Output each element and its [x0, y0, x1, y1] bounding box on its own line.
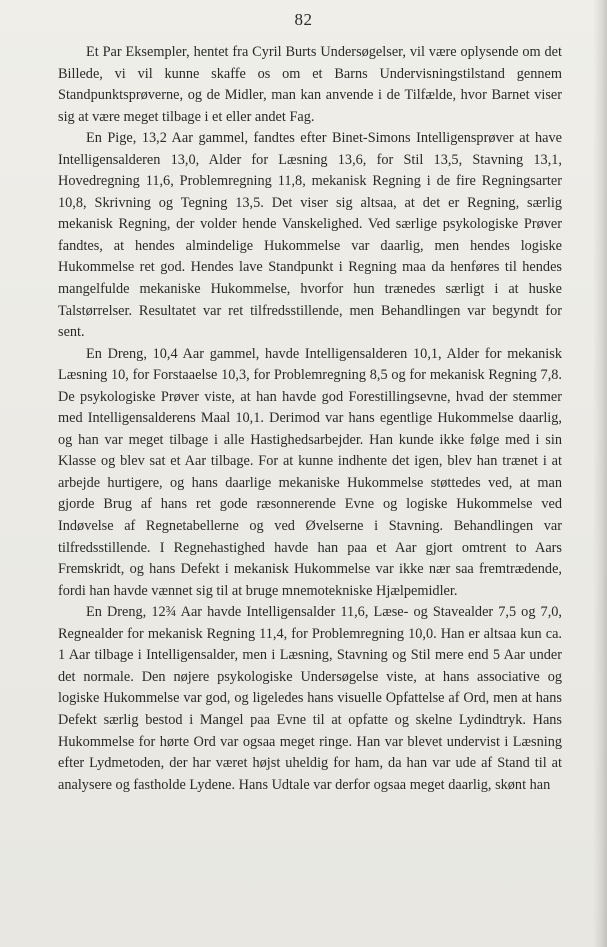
page-edge-shadow: [593, 0, 607, 947]
paragraph-example-boy-2: En Dreng, 12¾ Aar havde Intelligensalder 11,6, Læse- og Stavealder 7,5 og 7,0, Regnealder for mekanisk Regning 11,4, for Problemregning 10,0. Han er altsaa kun ca. 1 Aar tilbage i Intelligensalder, men i Læsning, Stavning og Stil mere end 5 Aar under det normale. Den nøjere psykologiske Undersøgelse viste, at hans associative og logiske Hukommelse var god, og ligeledes hans visuelle Opfattelse af Ord, men at hans Defekt særlig bestod i Mangel paa Evne til at opfatte og skelne Lydindtryk. Hans Hukommelse for hørte Ord var ogsaa meget ringe. Han var blevet undervist i Læsning efter Lydmetoden, der har været højst uheldig for ham, da han var ude af Stand til at analysere og fastholde Lydene. Hans Udtale var derfor ogsaa meget daarlig, skønt han: [58, 604, 562, 793]
paragraph-example-boy-1: En Dreng, 10,4 Aar gammel, havde Intelligensalderen 10,1, Alder for mekanisk Læsning 10, for Forstaaelse 10,3, for Problemregning 8,5 og for mekanisk Regning 7,8. De psykologiske Prøver viste, at han havde god Forestillingsevne, hvad der stemmer med Intelligensalderens Maal 10,1. Derimod var hans egentlige Hukommelse daarlig, og han var meget tilbage i alle Hastighedsarbejder. Han kunde ikke følge med i sin Klasse og blev sat et Aar tilbage. For at kunne indhente det igen, blev han trænet i at arbejde hurtigere, og hans daarlige mekaniske Hukommelse støttedes ved, at man gjorde Brug af hans ret gode ræsonnerende Evne og logiske Hukommelse ved Indøvelse af Regnetabellerne og ved Øvelserne i Stavning. Behandlingen var tilfredsstillende. I Regnehastighed havde han paa et Aar gjort omtrent to Aars Fremskridt, og hans Defekt i mekanisk Hukommelse var ikke nær saa fremtrædende, fordi han havde vænnet sig til at bruge mnemotekniske Hjælpemidler.: [58, 345, 562, 599]
paragraph-example-girl: En Pige, 13,2 Aar gammel, fandtes efter Binet-Simons Intelligensprøver at have Intelligensalderen 13,0, Alder for Læsning 13,6, for Stil 13,5, Stavning 13,1, Hovedregning 11,6, Problemregning 11,8, mekanisk Regning i de fire Regningsarter 10,8, Skrivning og Tegning 13,5. Det viser sig altsaa, at det er Regning, særlig mekanisk Regning, der volder hende Vanskelighed. Ved særlige psykologiske Prøver fandtes, at hendes almindelige Hukommelse var daarlig, men hendes logiske Hukommelse ret god. Hendes lave Standpunkt i Regning maa da henføres til hendes mangelfulde mekaniske Hukommelse, hvorfor hun trænedes særligt i at huske Talstørrelser. Resultatet var ret tilfredsstillende, men Behandlingen var begyndt for sent.: [58, 130, 562, 341]
page-body-text: [58, 42, 562, 796]
paragraph-intro: Et Par Eksempler, hentet fra Cyril Burts Undersøgelser, vil være oplysende om det Billede, vi vil kunne skaffe os om et Barns Undervisningstilstand gennem Standpunktsprøverne, og de Midler, man kan anvende i de Tilfælde, hvor Barnet viser sig at være meget tilbage i et eller andet Fag.: [58, 44, 562, 125]
page-number: 82: [294, 10, 313, 29]
